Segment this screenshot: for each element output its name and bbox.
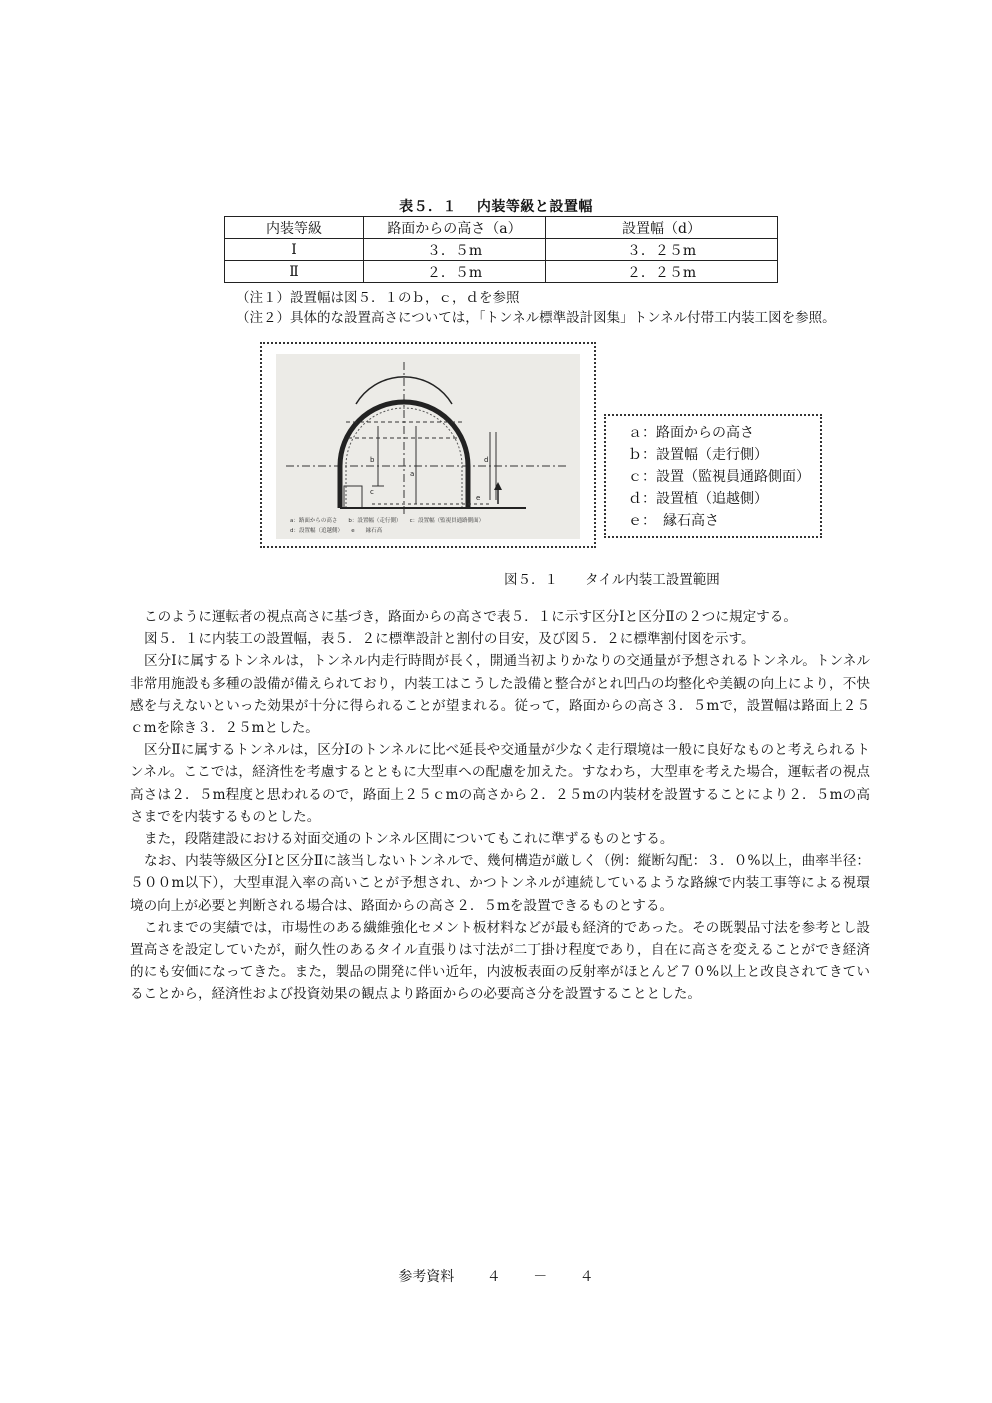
figure-legend-box bbox=[604, 414, 822, 538]
tunnel-diagram-svg bbox=[276, 354, 580, 539]
table-cell: ３．５m bbox=[364, 239, 546, 261]
table-header-cell: 内装等級 bbox=[225, 217, 364, 239]
table-cell: Ⅰ bbox=[225, 239, 364, 261]
table-title: 表５．１ 内装等級と設置幅 bbox=[399, 199, 593, 215]
table-cell: ２．２５m bbox=[546, 261, 778, 283]
footer-chapter: ４ bbox=[486, 1269, 501, 1285]
table-header-row bbox=[225, 217, 778, 239]
table-cell: ２．５m bbox=[364, 261, 546, 283]
paragraph: このように運転者の視点高さに基づき，路面からの高さで表５．１に示す区分Ⅰと区分Ⅱの２つに規定する。 bbox=[144, 609, 797, 625]
tunnel-cross-section-diagram bbox=[276, 354, 580, 539]
legend-item-e: ｅ： 縁石高さ bbox=[628, 513, 719, 529]
footer-label: 参考資料 bbox=[398, 1269, 455, 1285]
table-row bbox=[225, 239, 778, 261]
table-cell: ３．２５m bbox=[546, 239, 778, 261]
diagram-label-d: d bbox=[484, 456, 489, 464]
legend-item-b: ｂ：設置幅（走行側） bbox=[628, 447, 768, 463]
paragraph: なお、内装等級区分Ⅰと区分Ⅱに該当しないトンネルで、幾何構造が厳しく（例：縦断勾配：３．０%以上，曲率半径：５００m以下），大型車混入率の高いことが予想され、かつトンネルが連続しているような路線で内装工事等による視環境の向上が必要と判断される場合は、路面からの高さ２．５mを設置できるものとする。 bbox=[130, 853, 870, 914]
diagram-legend-row-1: a：路面からの高さ b：設置幅（走行側） c：設置幅（監視員通路側面） bbox=[290, 518, 485, 524]
paragraph: 区分Ⅱに属するトンネルは，区分Ⅰのトンネルに比べ延長や交通量が少なく走行環境は一般に良好なものと考えられるトンネル。ここでは，経済性を考慮するとともに大型車への配慮を加えた。すなわち，大型車を考えた場合，運転者の視点高さは２．５m程度と思われるので，路面上２５ｃmの高さから２．２５mの内装材を設置することにより２．５mの高さまでを内装するものとした。 bbox=[130, 742, 870, 825]
interior-grade-table bbox=[224, 216, 778, 283]
paragraph: 図５．１に内装工の設置幅，表５．２に標準設計と割付の目安，及び図５．２に標準割付図を示す。 bbox=[144, 631, 755, 648]
page-footer bbox=[0, 1266, 992, 1286]
legend-item-d: ｄ：設置植（追越側） bbox=[628, 491, 768, 507]
diagram-label-b: b bbox=[370, 456, 375, 464]
footer-page-number: ４ bbox=[579, 1269, 594, 1285]
diagram-legend-row-2: d：設置幅（追越側） e 縁石高 bbox=[290, 528, 383, 534]
diagram-label-a: a bbox=[410, 470, 415, 478]
diagram-label-e: e bbox=[476, 494, 481, 502]
paragraph: また，段階建設における対面交通のトンネル区間についてもこれに準ずるものとする。 bbox=[144, 831, 674, 848]
paragraph: これまでの実績では，市場性のある繊維強化セメント板材料などが最も経済的であった。その既製品寸法を参考とし設置高さを設定していたが，耐久性のあるタイル直張りは寸法が二丁掛け程度であり，自在に高さを変えることができ経済的にも安価になってきた。また，製品の開発に伴い近年，内波板表面の反射率がほとんど７０%以上と改良されてきていることから，経済性および投資効果の観点より路面からの必要高さ分を設置することとした。 bbox=[130, 919, 870, 1003]
table-header-cell: 路面からの高さ（a） bbox=[364, 217, 546, 239]
table-note-1: （注１）設置幅は図５．１のｂ，ｃ，ｄを参照 bbox=[236, 290, 520, 306]
figure-caption: 図５．１ タイル内装工設置範囲 bbox=[504, 572, 720, 588]
table-row bbox=[225, 261, 778, 283]
body-text bbox=[130, 606, 870, 1006]
footer-dash: － bbox=[533, 1269, 548, 1285]
paragraph: 区分Ⅰに属するトンネルは，トンネル内走行時間が長く，開通当初よりかなりの交通量が予想されるトンネル。トンネル非常用施設も多種の設備が備えられており，内装工はこうした設備と整合がとれ凹凸の均整化や美観の向上により，不快感を与えないといった効果が十分に得られることが望まれる。従って，路面からの高さ３．５mで，設置幅は路面上２５ｃmを除き３．２５mとした。 bbox=[130, 653, 870, 737]
diagram-label-c: c bbox=[370, 488, 374, 496]
tunnel-figure-frame bbox=[260, 342, 596, 548]
legend-item-c: ｃ：設置（監視員通路側面） bbox=[628, 469, 810, 485]
legend-item-a: ａ：路面からの高さ bbox=[628, 425, 754, 441]
table-header-cell: 設置幅（d） bbox=[546, 217, 778, 239]
table-note-2: （注２）具体的な設置高さについては，「トンネル標準設計図集」トンネル付帯工内装工図を参照。 bbox=[236, 310, 836, 326]
table-cell: Ⅱ bbox=[225, 261, 364, 283]
